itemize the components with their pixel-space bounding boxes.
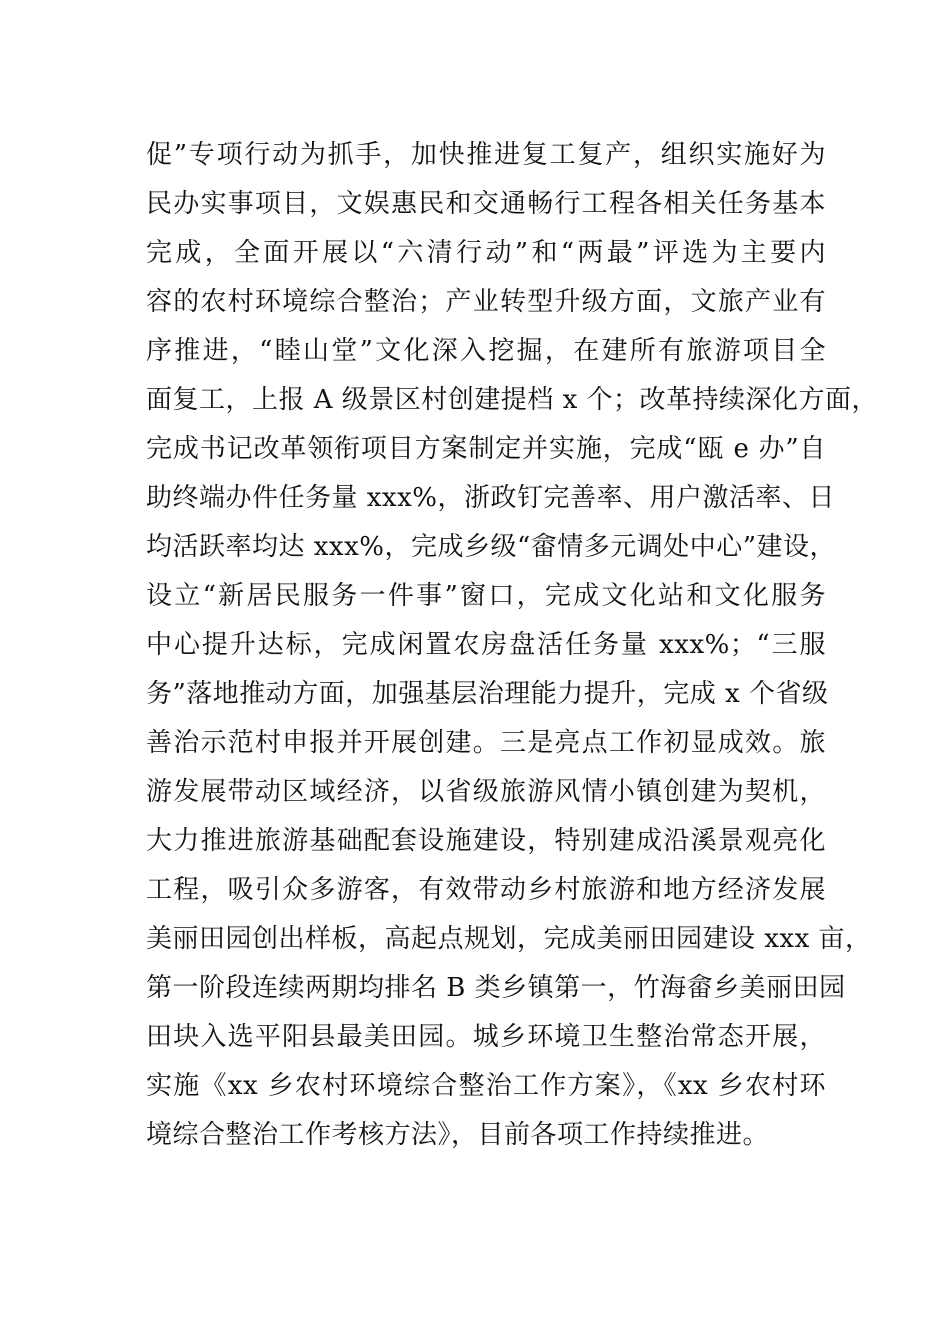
text-line: 大力推进旅游基础配套设施建设，特别建成沿溪景观亮化 [146, 826, 826, 856]
text-line: 完成，全面开展以“六清行动”和“两最”评选为主要内 [146, 238, 826, 268]
text-line: 序推进，“睦山堂”文化深入挖掘，在建所有旅游项目全 [146, 336, 826, 366]
text-line: 民办实事项目，文娱惠民和交通畅行工程各相关任务基本 [146, 189, 826, 219]
text-line: 中心提升达标，完成闲置农房盘活任务量 xxx%；“三服 [146, 630, 826, 660]
text-line: 容的农村环境综合整治；产业转型升级方面，文旅产业有 [146, 287, 826, 317]
text-line: 均活跃率均达 xxx%，完成乡级“畲情多元调处中心”建设， [146, 532, 837, 562]
text-line: 第一阶段连续两期均排名 B 类乡镇第一，竹海畲乡美丽田园 [146, 973, 846, 1003]
text-line: 完成书记改革领衔项目方案制定并实施，完成“瓯 e 办”自 [146, 434, 826, 464]
text-line: 实施《xx 乡农村环境综合整治工作方案》，《xx 乡农村环 [146, 1071, 826, 1101]
text-line: 助终端办件任务量 xxx%，浙政钉完善率、用户激活率、日 [146, 483, 835, 513]
text-line: 工程，吸引众多游客，有效带动乡村旅游和地方经济发展 [146, 875, 826, 905]
text-line: 设立“新居民服务一件事”窗口，完成文化站和文化服务 [146, 581, 826, 611]
text-line: 面复工，上报 A 级景区村创建提档 x 个；改革持续深化方面， [146, 385, 878, 415]
text-line: 境综合整治工作考核方法》，目前各项工作持续推进。 [146, 1120, 770, 1150]
text-line: 务”落地推动方面，加强基层治理能力提升，完成 x 个省级 [146, 679, 829, 709]
text-line: 游发展带动区域经济，以省级旅游风情小镇创建为契机， [146, 777, 826, 807]
body-paragraph [146, 131, 878, 1160]
text-line: 美丽田园创出样板，高起点规划，完成美丽田园建设 xxx 亩， [146, 924, 872, 954]
text-line: 田块入选平阳县最美田园。城乡环境卫生整治常态开展， [146, 1022, 826, 1052]
text-line: 促”专项行动为抓手，加快推进复工复产，组织实施好为 [146, 140, 826, 170]
text-line: 善治示范村申报并开展创建。三是亮点工作初显成效。旅 [146, 728, 826, 758]
